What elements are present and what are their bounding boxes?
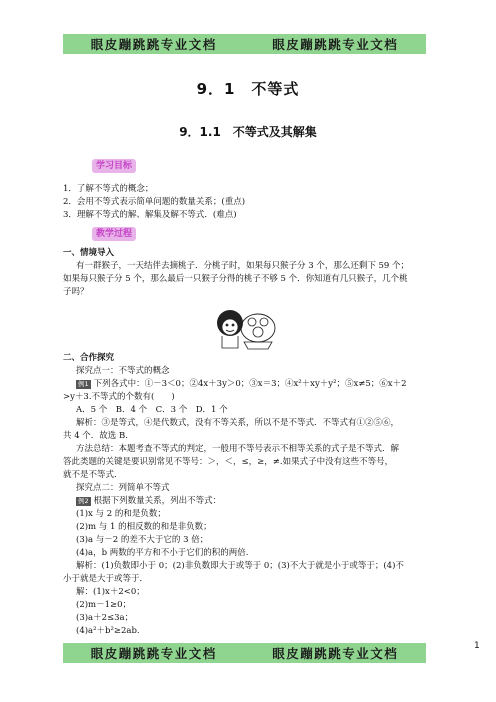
section-heading: 二、合作探究: [63, 353, 115, 363]
summary-text: 答此类题的关键是要识别常见不等号：＞，＜，≤，≥，≠.如果式子中没有这些不等号，: [63, 457, 394, 467]
example2-question: [76, 495, 433, 507]
goal-item: 2．会用不等式表示简单问题的数量关系；(重点): [63, 197, 246, 207]
example-badge: 例1: [78, 380, 89, 388]
example2-item: (4)a，b 两数的平方和不小于它们的积的两倍.: [76, 548, 249, 558]
learning-goals-tag: 学习目标: [92, 159, 136, 173]
answer-text: 解：(1)x＋2<0；: [76, 587, 145, 597]
example2-item: (3)a 与－2 的差不大于它的 3 倍；: [76, 535, 209, 545]
goal-item: 3．理解不等式的解、解集及解不等式．(难点): [63, 210, 237, 220]
goal-item: 1．了解不等式的概念；: [63, 184, 154, 194]
section-heading: 一、情境导入: [63, 248, 115, 258]
intro-text: 子吗？: [63, 287, 89, 297]
answer-text: (2)m－1≥0；: [76, 600, 132, 610]
page-number: 1: [474, 641, 480, 651]
footer-banner-right: 眼皮蹦跳跳专业文档: [272, 646, 399, 661]
summary-text: 就不是不等式．: [63, 470, 123, 480]
page-subtitle: 9．1.1 不等式及其解集: [179, 125, 317, 139]
intro-text: 如果每只猴子分 5 个，那么最后一只猴子分得的桃子不够 5 个．你知道有几只猴子，几个桃: [63, 274, 408, 284]
example1-options: A．5 个 B．4 个 C．3 个 D．1 个: [76, 405, 228, 415]
analysis-text: 共 4 个．故选 B.: [63, 431, 128, 441]
answer-text: (3)a＋2≤3a；: [76, 613, 134, 623]
intro-text: 有一群猴子，一天结伴去摘桃子．分桃子时，如果每只猴子分 3 个，那么还剩下 59 个；: [76, 261, 410, 271]
example2-item: (1)x 与 2 的和是负数；: [76, 509, 166, 519]
example-badge: 例2: [78, 497, 89, 505]
header-banner: [63, 34, 426, 54]
footer-banner-left: 眼皮蹦跳跳专业文档: [90, 646, 217, 661]
example2-item: (2)m 与 1 的相反数的和是非负数；: [76, 522, 212, 532]
analysis-text: 小于就是大于或等于．: [63, 574, 149, 584]
example1-text: >y＋3.不等式的个数有( ): [63, 392, 175, 402]
example1-question: [76, 378, 433, 390]
footer-banner: [63, 643, 426, 663]
point-heading: 探究点二：列简单不等式: [76, 483, 170, 493]
page-title: 9．1 不等式: [196, 80, 300, 98]
analysis-text: 解析：(1)负数即小于 0；(2)非负数即大于或等于 0；(3)不大于就是小于或等于；(4)不: [76, 561, 404, 571]
monkey-illustration: [214, 306, 278, 350]
example1-text: 下列各式中：①－3＜0；②4x＋3y＞0；③x＝3；④x²＋xy＋y²；⑤x≠5；⑥x＋2: [93, 379, 407, 389]
example2-text: 根据下列数量关系，列出不等式：: [93, 496, 222, 506]
teaching-process-tag: 教学过程: [92, 227, 136, 241]
answer-text: (4)a²＋b²≥2ab.: [76, 626, 140, 636]
header-banner-right: 眼皮蹦跳跳专业文档: [272, 37, 399, 52]
header-banner-left: 眼皮蹦跳跳专业文档: [90, 37, 217, 52]
analysis-text: 解析：③是等式，④是代数式，没有不等关系，所以不是不等式．不等式有①②⑤⑥，: [76, 418, 400, 428]
point-heading: 探究点一：不等式的概念: [76, 366, 170, 376]
summary-text: 方法总结：本题考查不等式的判定，一般用不等号表示不相等关系的式子是不等式．解: [76, 444, 400, 454]
